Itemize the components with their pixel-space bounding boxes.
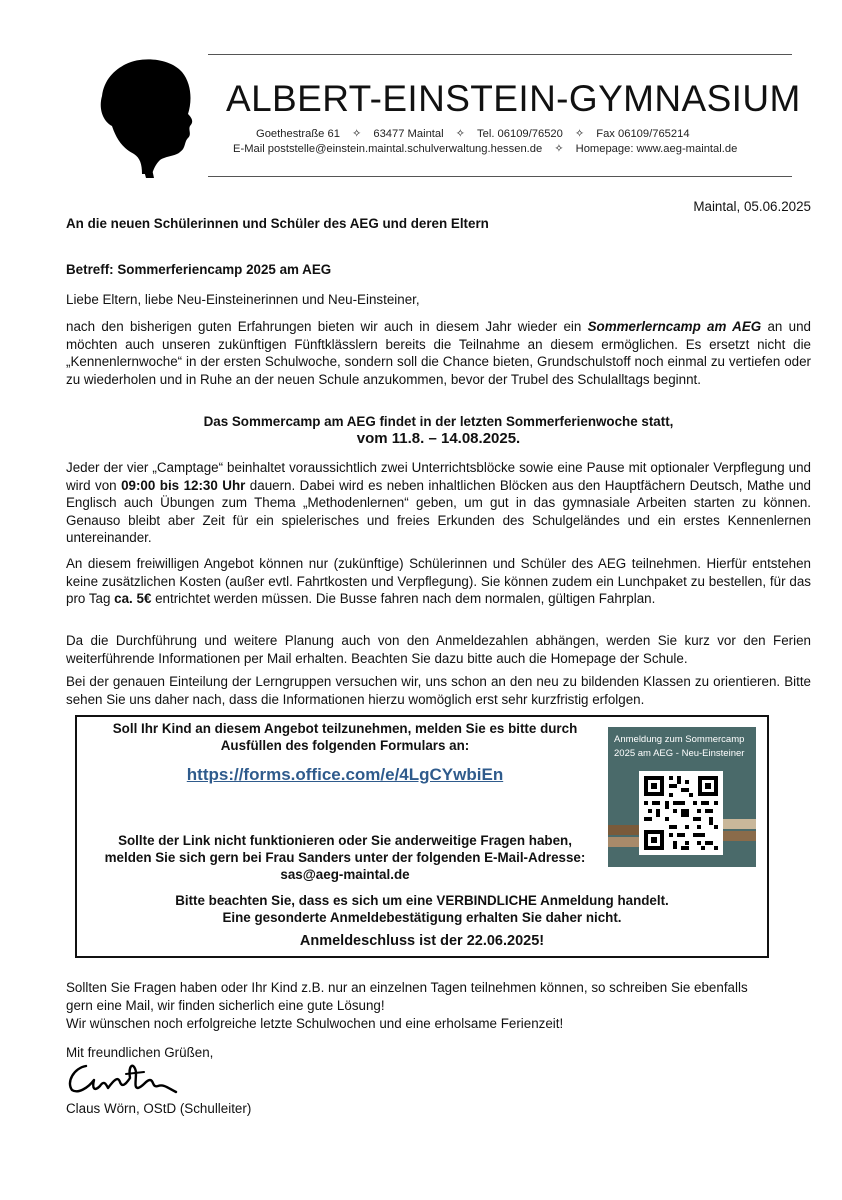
school-name: ALBERT-EINSTEIN-GYMNASIUM <box>226 78 801 119</box>
header-rule-top <box>208 54 792 55</box>
date-line: Maintal, 05.06.2025 <box>693 199 811 214</box>
greeting: Mit freundlichen Grüßen, <box>66 1045 214 1060</box>
contact-email[interactable]: sas@aeg-maintal.de <box>280 867 410 882</box>
deadline: Anmeldeschluss ist der 22.06.2025! <box>299 933 545 949</box>
lunch-price: ca. 5€ <box>114 591 152 606</box>
paragraph-eligibility: An diesem freiwilligen Angebot können nur (zukünftige) Schülerinnen und Schüler des AEG teilnehmen. Hierfür entstehen keine zusätzlichen Kosten (außer evtl. Fahrtkosten und Verpflegung). Sie können zudem ein Lunchpaket zu bestellen, für das pro Tag ca. 5€ entrichtet werden müssen. Die Busse fahren nach dem normalen, gültigen Fahrplan. <box>66 556 811 606</box>
city: 63477 Maintal <box>373 128 444 140</box>
qr-code-icon <box>639 771 723 855</box>
handwritten-signature <box>64 1058 184 1098</box>
address-line: Goethestraße 61 ✧ 63477 Maintal ✧ Tel. 06109/76520 ✧ Fax 06109/765214 <box>256 128 690 140</box>
phone: Tel. 06109/76520 <box>477 128 563 140</box>
binding-notice-line1: Bitte beachten Sie, dass es sich um eine VERBINDLICHE Anmeldung handelt. <box>175 893 669 908</box>
header-rule-bottom <box>208 176 792 177</box>
paragraph-camp-days: Jeder der vier „Camptage“ beinhaltet voraussichtlich zwei Unterrichtsblöcke sowie eine Pause mit optionaler Verpflegung und wird von 09:00 bis 12:30 Uhr dauern. Dabei wird es neben inhaltlichen Blöcken aus den Hauptfächern Deutsch, Mathe und Englisch auch Übungen zum Thema „Methodenlernen“ geben, um gut in das gymnasiale Arbeiten starten zu können. Genauso bleibt aber Zeit für ein spielerisches und freies Erkunden des Schulgeländes und ein erstes Kennenlernen untereinander. <box>66 460 811 545</box>
signup-intro-line2: Ausfüllen des folgenden Formulars an: <box>220 738 470 753</box>
homepage: Homepage: www.aeg-maintal.de <box>575 143 738 155</box>
contact-line: E-Mail poststelle@einstein.maintal.schulverwaltung.hessen.de ✧ Homepage: www.aeg-maintal.de <box>233 143 738 155</box>
announcement-line1: Das Sommercamp am AEG findet in der letzten Sommerferienwoche statt, <box>203 414 674 429</box>
signup-form-link-wrap <box>80 766 610 785</box>
camp-name-highlight: Sommerlerncamp am AEG <box>587 319 762 334</box>
binding-notice-line2: Eine gesonderte Anmeldebestätigung erhalten Sie daher nicht. <box>222 910 622 925</box>
qr-code-card[interactable] <box>608 727 756 867</box>
closing-line2: gern eine Mail, wir finden sicherlich eine gute Lösung! <box>66 998 385 1013</box>
fax: Fax 06109/765214 <box>596 128 690 140</box>
camp-time: 09:00 bis 12:30 Uhr <box>121 477 246 493</box>
email-address: E-Mail poststelle@einstein.maintal.schulverwaltung.hessen.de <box>233 143 543 155</box>
subject-line: Betreff: Sommerferiencamp 2025 am AEG <box>66 262 332 277</box>
signup-intro-line1: Soll Ihr Kind an diesem Angebot teilzunehmen, melden Sie es bitte durch <box>112 721 578 736</box>
paragraph-groups: Bei der genauen Einteilung der Lerngruppen versuchen wir, uns schon an den neu zu bildenden Klassen zu orientieren. Bitte sehen Sie uns daher nach, dass die Informationen hierzu womöglich erst sehr kurzfristig erfolgen. <box>66 674 811 707</box>
qr-card-label: Anmeldung zum Sommercamp 2025 am AEG - Neu-Einsteiner <box>614 734 745 759</box>
closing-line1: Sollten Sie Fragen haben oder Ihr Kind z.B. nur an einzelnen Tagen teilnehmen können, so schreiben Sie ebenfalls <box>66 980 748 995</box>
einstein-silhouette-logo <box>96 56 200 178</box>
signature-name: Claus Wörn, OStD (Schulleiter) <box>66 1101 252 1116</box>
recipient-line: An die neuen Schülerinnen und Schüler des AEG und deren Eltern <box>66 216 489 231</box>
closing-line3: Wir wünschen noch erfolgreiche letzte Schulwochen und eine erholsame Ferienzeit! <box>66 1016 564 1031</box>
announcement-dates: vom 11.8. – 14.08.2025. <box>356 430 521 447</box>
street: Goethestraße 61 <box>256 128 340 140</box>
contact-line1: Sollte der Link nicht funktionieren oder Sie anderweitige Fragen haben, <box>118 833 572 848</box>
contact-line2: melden Sie sich gern bei Frau Sanders unter der folgenden E-Mail-Adresse: <box>104 850 586 865</box>
salutation: Liebe Eltern, liebe Neu-Einsteinerinnen und Neu-Einsteiner, <box>66 292 420 307</box>
paragraph-intro: nach den bisherigen guten Erfahrungen bieten wir auch in diesem Jahr wieder ein Sommerlerncamp am AEG an und möchten auch unseren zukünftigen Fünftklässlern bereits die Teilnahme an diesem ermöglichen. Es ersetzt nicht die „Kennenlernwoche“ in der ersten Schulwoche, sondern soll die Chance bieten, Grundschulstoff noch einmal zu vertiefen oder zu wiederholen und in Ruhe an der neuen Schule anzukommen, bevor der Trubel des Schulalltags beginnt. <box>66 319 811 387</box>
paragraph-planning: Da die Durchführung und weitere Planung auch von den Anmeldezahlen abhängen, werden Sie kurz vor den Ferien weiterführende Informationen per Mail erhalten. Beachten Sie dazu bitte auch die Homepage der Schule. <box>66 633 811 666</box>
signup-form-link[interactable]: https://forms.office.com/e/4LgCYwbiEn <box>186 765 504 784</box>
